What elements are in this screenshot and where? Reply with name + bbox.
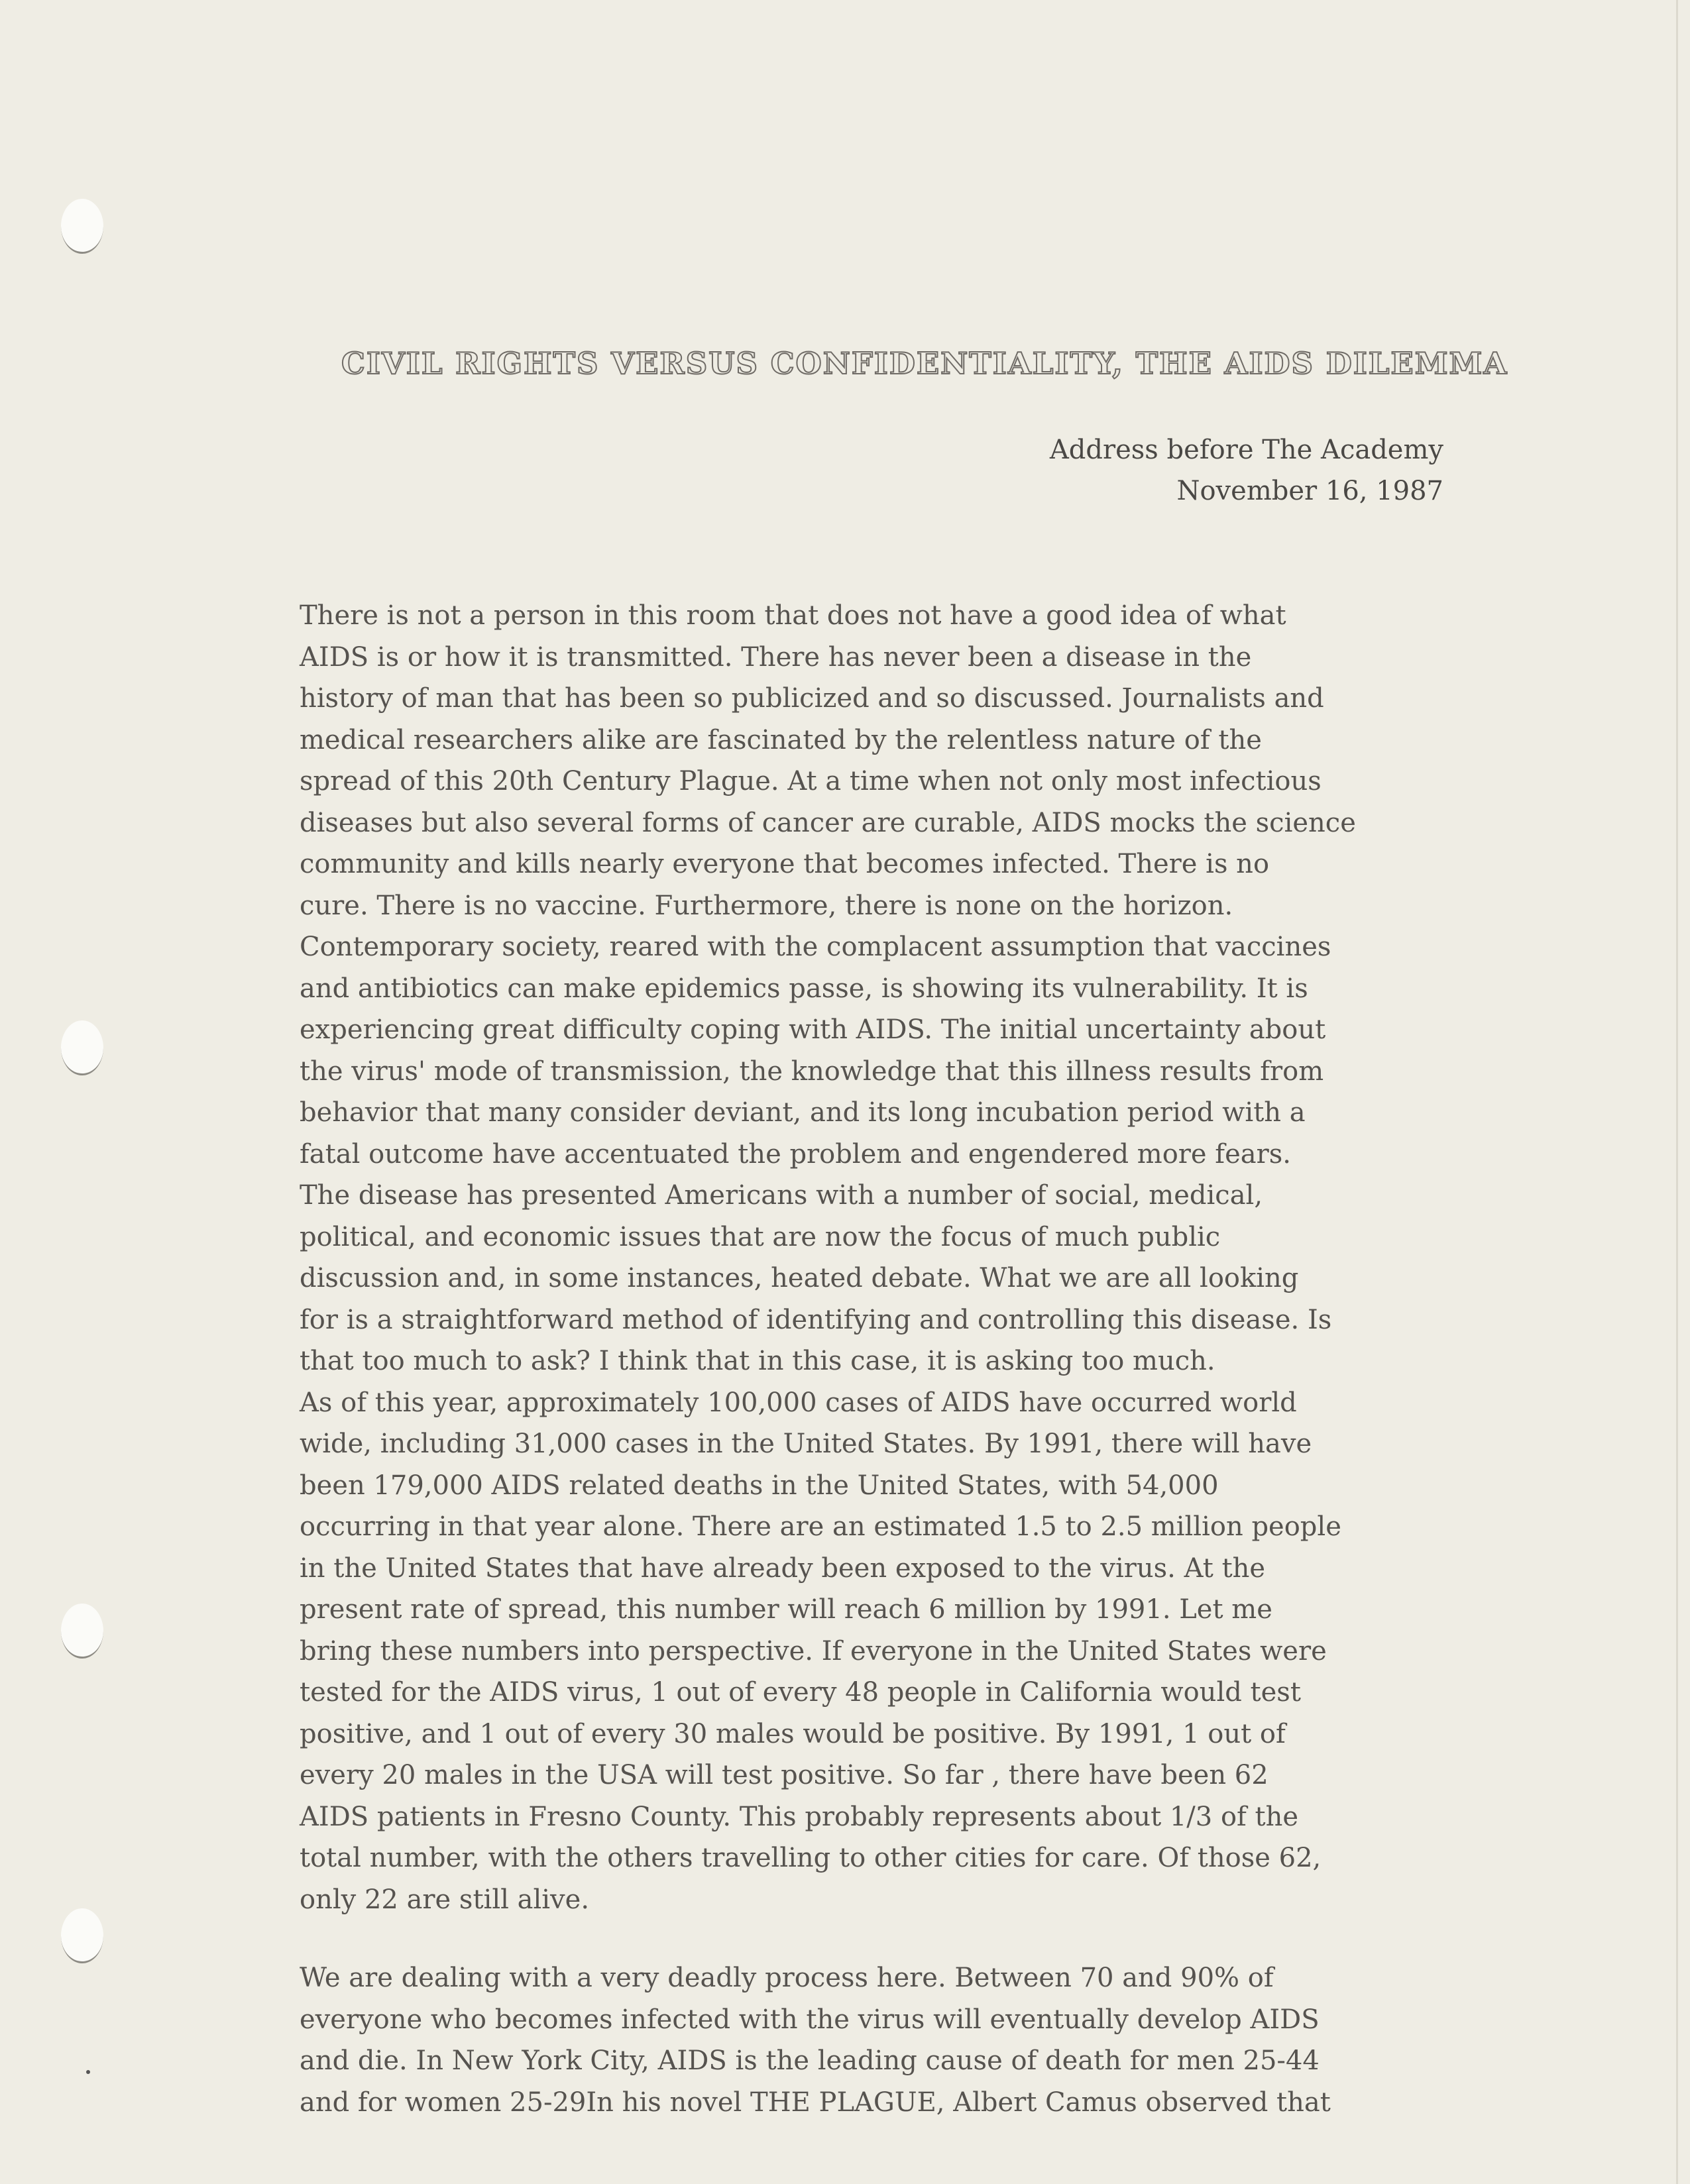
text-line: and die. In New York City, AIDS is the leading cause of death for men 25-44 — [300, 2046, 1320, 2076]
text-line: and antibiotics can make epidemics passe, is showing its vulnerability. It is — [300, 973, 1308, 1004]
text-line: occurring in that year alone. There are an estimated 1.5 to 2.5 million people — [300, 1511, 1341, 1542]
text-line: We are dealing with a very deadly process here. Between 70 and 90% of — [300, 1963, 1274, 1993]
text-line: community and kills nearly everyone that becomes infected. There is no — [300, 849, 1270, 879]
page-fold-crease — [1676, 0, 1678, 2184]
text-line: tested for the AIDS virus, 1 out of every 48 people in California would test — [300, 1677, 1301, 1708]
address-block — [1050, 429, 1443, 512]
binder-hole-lower — [61, 1604, 103, 1659]
text-line: only 22 are still alive. — [300, 1884, 590, 1915]
text-line: diseases but also several forms of cancer are curable, AIDS mocks the science — [300, 807, 1356, 838]
text-line: medical researchers alike are fascinated by the relentless nature of the — [300, 724, 1262, 755]
text-line: Contemporary society, reared with the complacent assumption that vaccines — [300, 932, 1331, 962]
text-line: The disease has presented Americans with a number of social, medical, — [300, 1180, 1263, 1211]
binder-hole-middle — [61, 1020, 103, 1075]
text-line: and for women 25-29In his novel THE PLAGUE, Albert Camus observed that — [300, 2087, 1331, 2118]
text-line: fatal outcome have accentuated the problem and engendered more fears. — [300, 1138, 1291, 1170]
text-line: been 179,000 AIDS related deaths in the United States, with 54,000 — [300, 1470, 1219, 1501]
binder-hole-top — [61, 199, 103, 254]
text-line: total number, with the others travelling to other cities for care. Of those 62, — [300, 1843, 1322, 1873]
text-line: cure. There is no vaccine. Furthermore, there is none on the horizon. — [300, 890, 1233, 921]
text-line: discussion and, in some instances, heated debate. What we are all looking — [300, 1263, 1299, 1293]
text-line: AIDS is or how it is transmitted. There has never been a disease in the — [300, 641, 1252, 673]
binder-hole-bottom — [61, 1908, 103, 1963]
scan-speck — [86, 2070, 90, 2074]
text-line: for is a straightforward method of identifying and controlling this disease. Is — [300, 1304, 1332, 1335]
text-line: wide, including 31,000 cases in the United States. By 1991, there will have — [300, 1429, 1312, 1459]
text-line: spread of this 20th Century Plague. At a time when not only most infectious — [300, 766, 1322, 796]
text-line: behavior that many consider deviant, and its long incubation period with a — [300, 1097, 1306, 1128]
text-line: in the United States that have already been exposed to the virus. At the — [300, 1553, 1266, 1584]
document-title: CIVIL RIGHTS VERSUS CONFIDENTIALITY, THE AIDS DILEMMA — [341, 346, 1508, 381]
text-line: political, and economic issues that are now the focus of much public — [300, 1221, 1221, 1252]
text-line: experiencing great difficulty coping with AIDS. The initial uncertainty about — [300, 1014, 1326, 1045]
text-line: the virus' mode of transmission, the knowledge that this illness results from — [300, 1056, 1324, 1087]
text-line: AIDS patients in Fresno County. This probably represents about 1/3 of the — [300, 1801, 1299, 1832]
text-line: positive, and 1 out of every 30 males would be positive. By 1991, 1 out of — [300, 1718, 1286, 1749]
text-line: that too much to ask? I think that in this case, it is asking too much. — [300, 1346, 1215, 1376]
text-line: There is not a person in this room that does not have a good idea of what — [300, 600, 1286, 631]
body-paragraph-1 — [300, 595, 1356, 1920]
address-venue: Address before The Academy — [1049, 435, 1443, 465]
body-paragraph-2 — [300, 1957, 1331, 2123]
text-line: every 20 males in the USA will test positive. So far , there have been 62 — [300, 1760, 1268, 1790]
text-line: everyone who becomes infected with the virus will eventually develop AIDS — [300, 2004, 1320, 2035]
text-line: present rate of spread, this number will reach 6 million by 1991. Let me — [300, 1594, 1272, 1625]
text-line: As of this year, approximately 100,000 cases of AIDS have occurred world — [300, 1387, 1297, 1418]
text-line: history of man that has been so publicized and so discussed. Journalists and — [300, 683, 1324, 714]
text-line: bring these numbers into perspective. If everyone in the United States were — [300, 1635, 1327, 1666]
address-date: November 16, 1987 — [1176, 476, 1443, 506]
